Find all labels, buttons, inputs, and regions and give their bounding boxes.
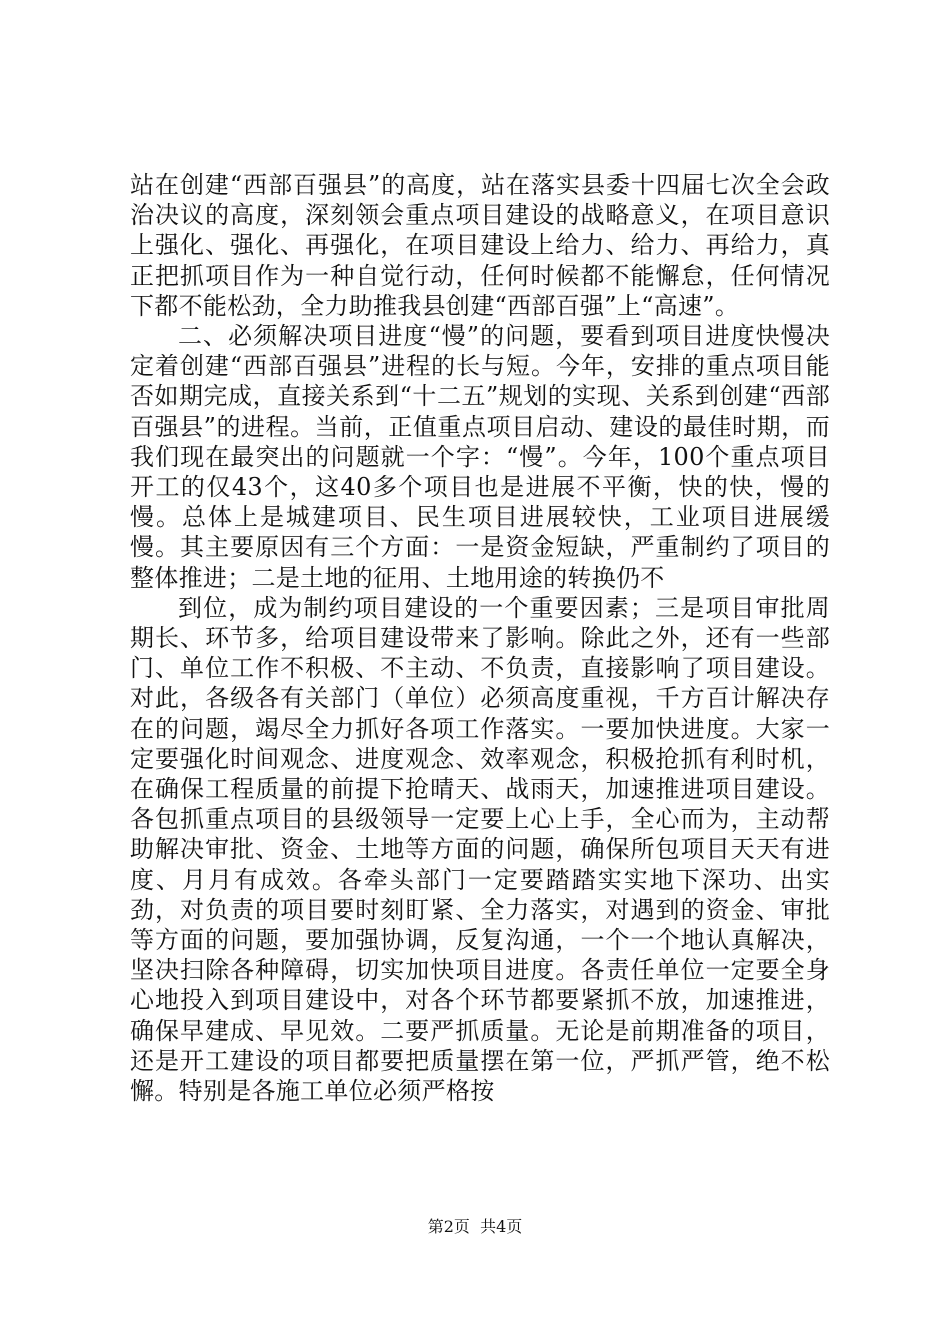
paragraph-3: 到位，成为制约项目建设的一个重要因素；三是项目审批周期长、环节多，给项目建设带来了影响。除此之外，还有一些部门、单位工作不积极、不主动、不负责，直接影响了项目建设。对此，各级各有关部门（单位）必须高度重视，千方百计解决存在的问题，竭尽全力抓好各项工作落实。一要加快进度。大家一定要强化时间观念、进度观念、效率观念，积极抢抓有利时机，在确保工程质量的前提下抢晴天、战雨天，加速推进项目建设。各包抓重点项目的县级领导一定要上心上手，全心而为，主动帮助解决审批、资金、土地等方面的问题，确保所包项目天天有进度、月月有成效。各牵头部门一定要踏踏实实地下深功、出实劲，对负责的项目要时刻盯紧、全力落实，对遇到的资金、审批等方面的问题，要加强协调，反复沟通，一个一个地认真解决，坚决扫除各种障碍，切实加快项目进度。各责任单位一定要全身心地投入到项目建设中，对各个环节都要紧抓不放，加速推进，确保早建成、早见效。二要严抓质量。无论是前期准备的项目，还是开工建设的项目都要把质量摆在第一位，严抓严管，绝不松懈。特别是各施工单位必须严格按	[130, 593, 830, 1106]
page-footer	[0, 1214, 950, 1237]
page-total: 共4页	[480, 1217, 523, 1236]
page-number: 第2页	[427, 1217, 470, 1236]
paragraph-2: 二、必须解决项目进度“慢”的问题，要看到项目进度快慢决定着创建“西部百强县”进程的长与短。今年，安排的重点项目能否如期完成，直接关系到“十二五”规划的实现、关系到创建“西部百强县”的进程。当前，正值重点项目启动、建设的最佳时期，而我们现在最突出的问题就一个字：“慢”。今年，100个重点项目开工的仅43个，这40多个项目也是进展不平衡，快的快，慢的慢。总体上是城建项目、民生项目进展较快，工业项目进展缓慢。其主要原因有三个方面：一是资金短缺，严重制约了项目的整体推进；二是土地的征用、土地用途的转换仍不	[130, 322, 830, 592]
document-body	[130, 170, 830, 1106]
paragraph-1: 站在创建“西部百强县”的高度，站在落实县委十四届七次全会政治决议的高度，深刻领会重点项目建设的战略意义，在项目意识上强化、强化、再强化，在项目建设上给力、给力、再给力，真正把抓项目作为一种自觉行动，任何时候都不能懈怠，任何情况下都不能松劲，全力助推我县创建“西部百强”上“高速”。	[130, 171, 830, 320]
footer-separator	[470, 1217, 480, 1236]
